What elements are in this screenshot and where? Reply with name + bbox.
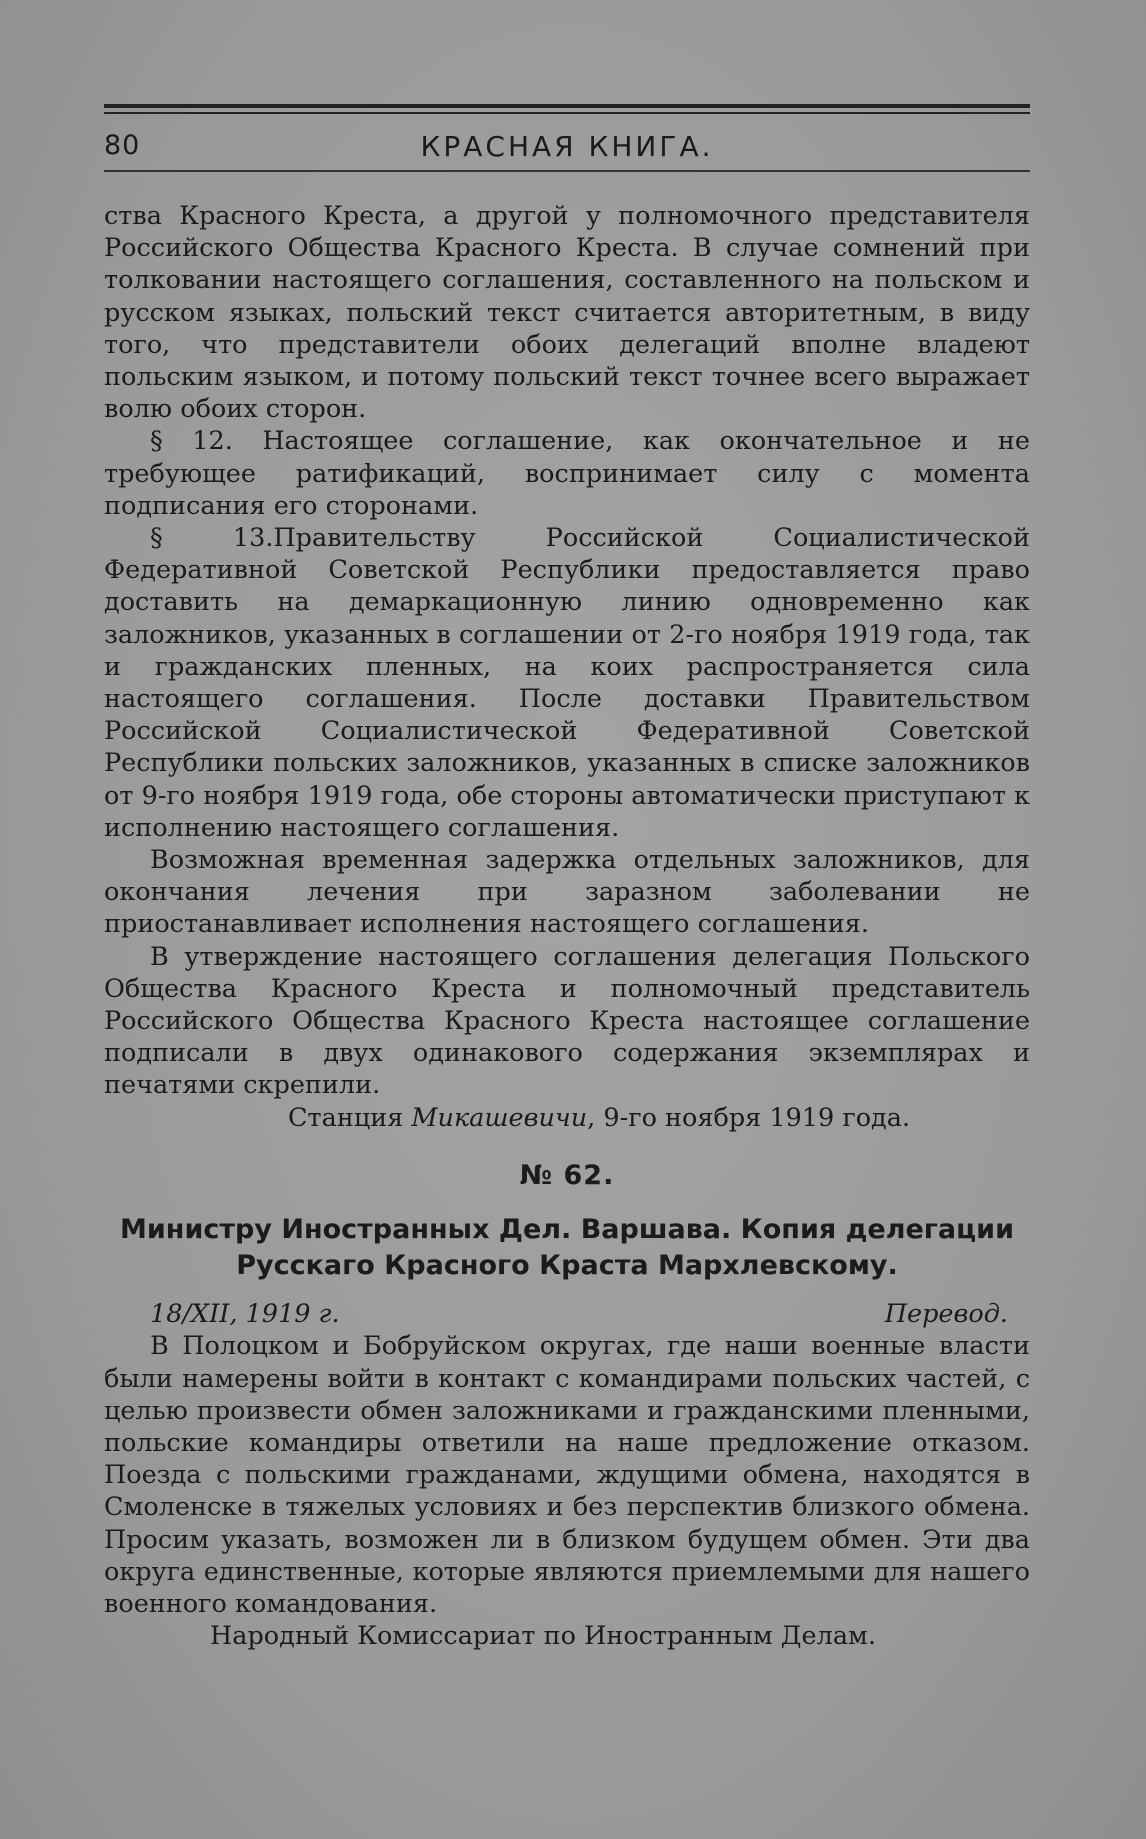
document-title: Министру Иностранных Дел. Варшава. Копия делегации Русскаго Красного Краста Мархлевскому. [120, 1214, 1014, 1282]
delay-paragraph: Возможная временная задержка отдельных заложников, для окончания лечения при заразном заболевании не приостанавливает исполнения настоящего соглашения. [104, 845, 1030, 940]
document-date: 18/XII, 1919 г. [150, 1299, 340, 1330]
signoff-prefix: Станция [288, 1102, 412, 1133]
section-12-paragraph: § 12. Настоящее соглашение, как окончательное и не требующее ратификаций, воспринимает силу с момента подписания его сторонами. [104, 426, 1030, 521]
signoff-line [104, 1102, 1030, 1134]
document-number: № 62. [519, 1159, 615, 1191]
section-13-paragraph: § 13.Правительству Российской Социалистической Федеративной Советской Республики предоставляется право доставить на демаркационную линию одновременно как заложников, указанных в соглашении от 2-го ноября 1919 года, так и гражданских пленных, на коих распространяется сила настоящего соглашения. После доставки Правительством Российской Социалистической Федеративной Советской Республики польских заложников, указанных в списке заложников от 9-го ноября 1919 года, обе стороны автоматически приступают к исполнению настоящего соглашения. [104, 523, 1030, 843]
running-title: КРАСНАЯ КНИГА. [420, 130, 714, 163]
signoff-place: Микашевичи [411, 1102, 588, 1133]
signatures-paragraph: В утверждение настоящего соглашения делегация Польского Общества Красного Креста и полномочный представитель Российского Общества Красного Креста настоящее соглашение подписали в двух одинакового содержания экземплярах и печатями скрепили. [104, 941, 1030, 1101]
translation-note: Перевод. [884, 1299, 1008, 1330]
signoff-date: , 9-го ноября 1919 года. [587, 1102, 911, 1133]
page-body [104, 200, 1030, 1652]
header-double-rule [104, 104, 1030, 114]
page-number: 80 [104, 130, 141, 161]
document-closing: Народный Комиссариат по Иностранным Делам. [210, 1621, 876, 1652]
document-body: В Полоцком и Бобруйском округах, где наши военные власти были намерены войти в контакт с командирами польских частей, с целью произвести обмен заложниками и гражданскими пленными, польские командиры ответили на наше предложение отказом. Поезда с польскими гражданами, ждущими обмена, находятся в Смоленске в тяжелых условиях и без перспектив близкого обмена. Просим указать, возможен ли в близком будущем обмен. Эти два округа единственные, которые являются приемлемыми для нашего военного командования. [104, 1331, 1030, 1619]
continuation-paragraph: ства Красного Креста, а другой у полномочного представителя Российского Общества Красного Креста. В случае сомнений при толковании настоящего соглашения, составленного на польском и русском языках, польский текст считается авторитетным, в виду того, что представители обоих делегаций вполне владеют польским языком, и потому польский текст точнее всего выражает волю обоих сторон. [104, 201, 1030, 425]
header-rule [104, 170, 1030, 172]
page-header [104, 126, 1030, 166]
document-date-row [104, 1298, 1030, 1330]
